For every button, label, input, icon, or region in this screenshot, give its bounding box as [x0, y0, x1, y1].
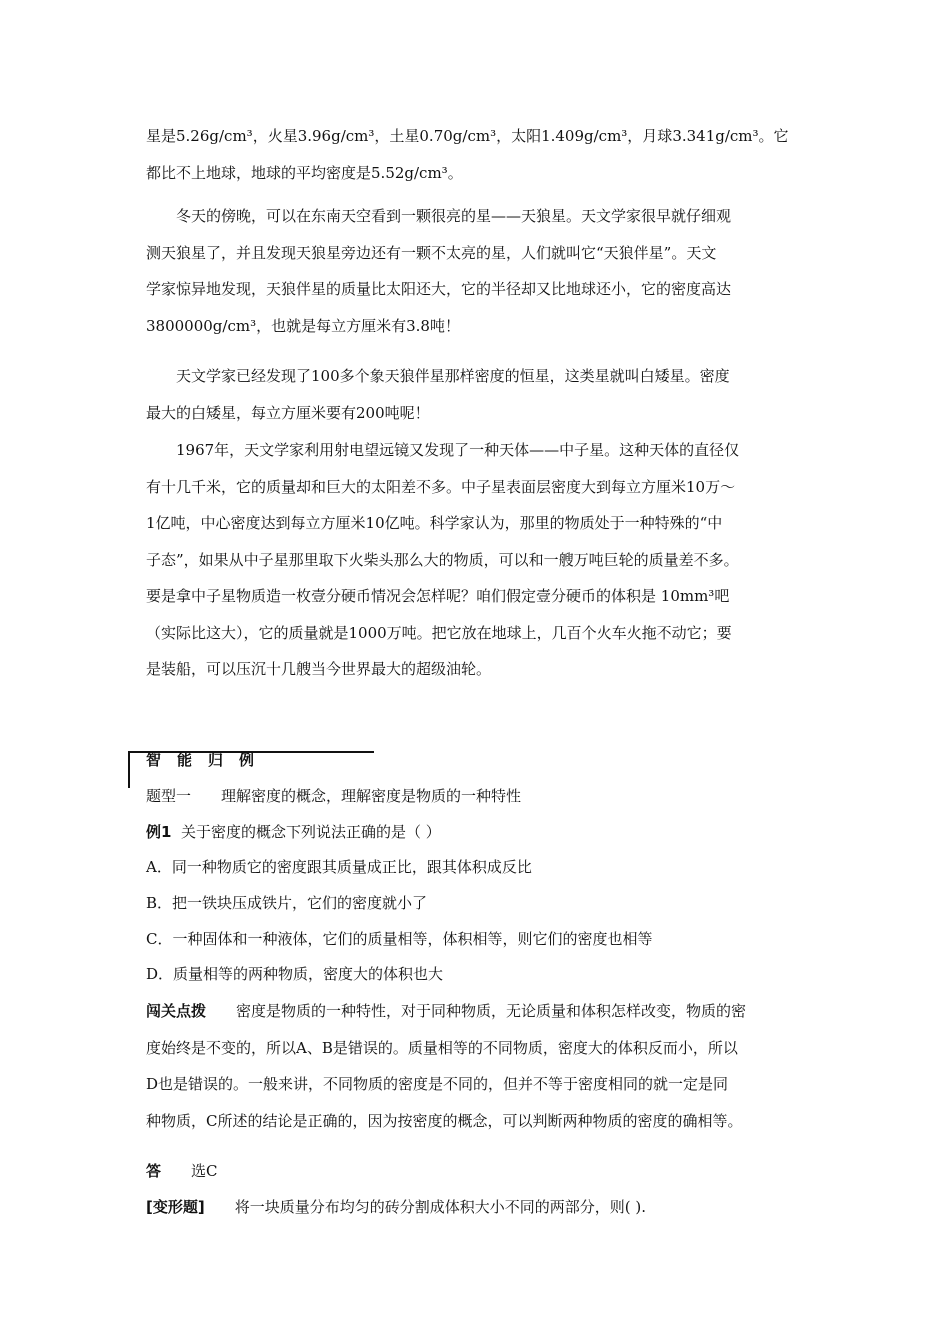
hint-label: 闯关点拨	[146, 1002, 207, 1020]
paragraph-line: 有十几千米，它的质量却和巨大的太阳差不多。中子星表面层密度大到每立方厘米10万～	[146, 477, 736, 496]
paragraph-line: 最大的白矮星，每立方厘米要有200吨呢！	[146, 403, 430, 422]
topic-line	[146, 786, 521, 806]
paragraph-line: 1亿吨，中心密度达到每立方厘米10亿吨。科学家认为，那里的物质处于一种特殊的“中	[146, 514, 723, 532]
paragraph-line: （实际比这大），它的质量就是1000万吨。把它放在地球上，几百个火车火拖不动它；要	[146, 623, 732, 642]
variant-question	[146, 1197, 646, 1217]
paragraph-line: 是装船，可以压沉十几艘当今世界最大的超级油轮。	[146, 660, 492, 678]
paragraph-line: 种物质，C所述的结论是正确的，因为按密度的概念，可以判断两种物质的密度的确相等。	[146, 1111, 743, 1130]
paragraph-line: 测天狼星了，并且发现天狼星旁边还有一颗不太亮的星，人们就叫它“天狼伴星”。天文	[146, 243, 717, 262]
example-question-text: 关于密度的概念下列说法正确的是（ ）	[180, 823, 441, 841]
answer-line	[146, 1161, 218, 1181]
paragraph-line: D也是错误的。一般来讲，不同物质的密度是不同的，但并不等于密度相同的就一定是同	[146, 1075, 729, 1093]
option-c: C．一种固体和一种液体，它们的质量相等，体积相等，则它们的密度也相等	[146, 930, 653, 948]
answer-text: 选C	[191, 1162, 218, 1180]
paragraph-line: 3800000g/cm³，也就是每立方厘米有3.8吨！	[146, 316, 460, 335]
variant-label: [变形题]	[146, 1198, 205, 1216]
paragraph-line: 都比不上地球，地球的平均密度是5.52g/cm³。	[146, 163, 463, 182]
paragraph-white-dwarf	[146, 358, 806, 431]
section-title: 智能归例	[146, 751, 271, 769]
paragraph-line: 星是5.26g/cm³，火星3.96g/cm³，土星0.70g/cm³，太阳1.409g/cm³，月球3.341g/cm³。它	[146, 127, 789, 145]
paragraph-line: 度始终是不变的，所以A、B是错误的。质量相等的不同物质，密度大的体积反而小，所以	[146, 1038, 738, 1057]
example-question	[146, 822, 441, 842]
section-rule-vertical	[128, 751, 130, 788]
example-label: 例1	[146, 823, 172, 841]
paragraph-line: 1967年，天文学家利用射电望远镜又发现了一种天体——中子星。这种天体的直径仅	[176, 441, 740, 459]
paragraph-line: 学家惊异地发现，天狼伴星的质量比太阳还大，它的半径却又比地球还小，它的密度高达	[146, 280, 732, 298]
paragraph-line: 冬天的傍晚，可以在东南天空看到一颗很亮的星——天狼星。天文学家很早就仔细观	[176, 207, 732, 225]
paragraph-line: 天文学家已经发现了100多个象天狼伴星那样密度的恒星，这类星就叫白矮星。密度	[176, 367, 730, 385]
hint-paragraph	[146, 993, 806, 1139]
option-b: B．把一铁块压成铁片，它们的密度就小了	[146, 894, 428, 912]
option-d: D．质量相等的两种物质，密度大的体积也大	[146, 965, 444, 983]
option-a: A．同一种物质它的密度跟其质量成正比，跟其体积成反比	[146, 858, 532, 876]
topic-label: 题型一	[146, 787, 192, 805]
paragraph-planet-densities	[146, 118, 806, 191]
variant-text: 将一块质量分布均匀的砖分割成体积大小不同的两部分，则( ).	[234, 1198, 646, 1216]
paragraph-sirius	[146, 198, 806, 344]
paragraph-neutron-star	[146, 432, 806, 688]
answer-label: 答	[146, 1162, 162, 1180]
paragraph-line: 子态”，如果从中子星那里取下火柴头那么大的物质，可以和一艘万吨巨轮的质量差不多。	[146, 550, 739, 569]
topic-text: 理解密度的概念，理解密度是物质的一种特性	[221, 787, 522, 805]
paragraph-line: 要是拿中子星物质造一枚壹分硬币情况会怎样呢？咱们假定壹分硬币的体积是 10mm³吧	[146, 587, 730, 605]
hint-text: 密度是物质的一种特性，对于同种物质，无论质量和体积怎样改变，物质的密	[236, 1002, 747, 1020]
